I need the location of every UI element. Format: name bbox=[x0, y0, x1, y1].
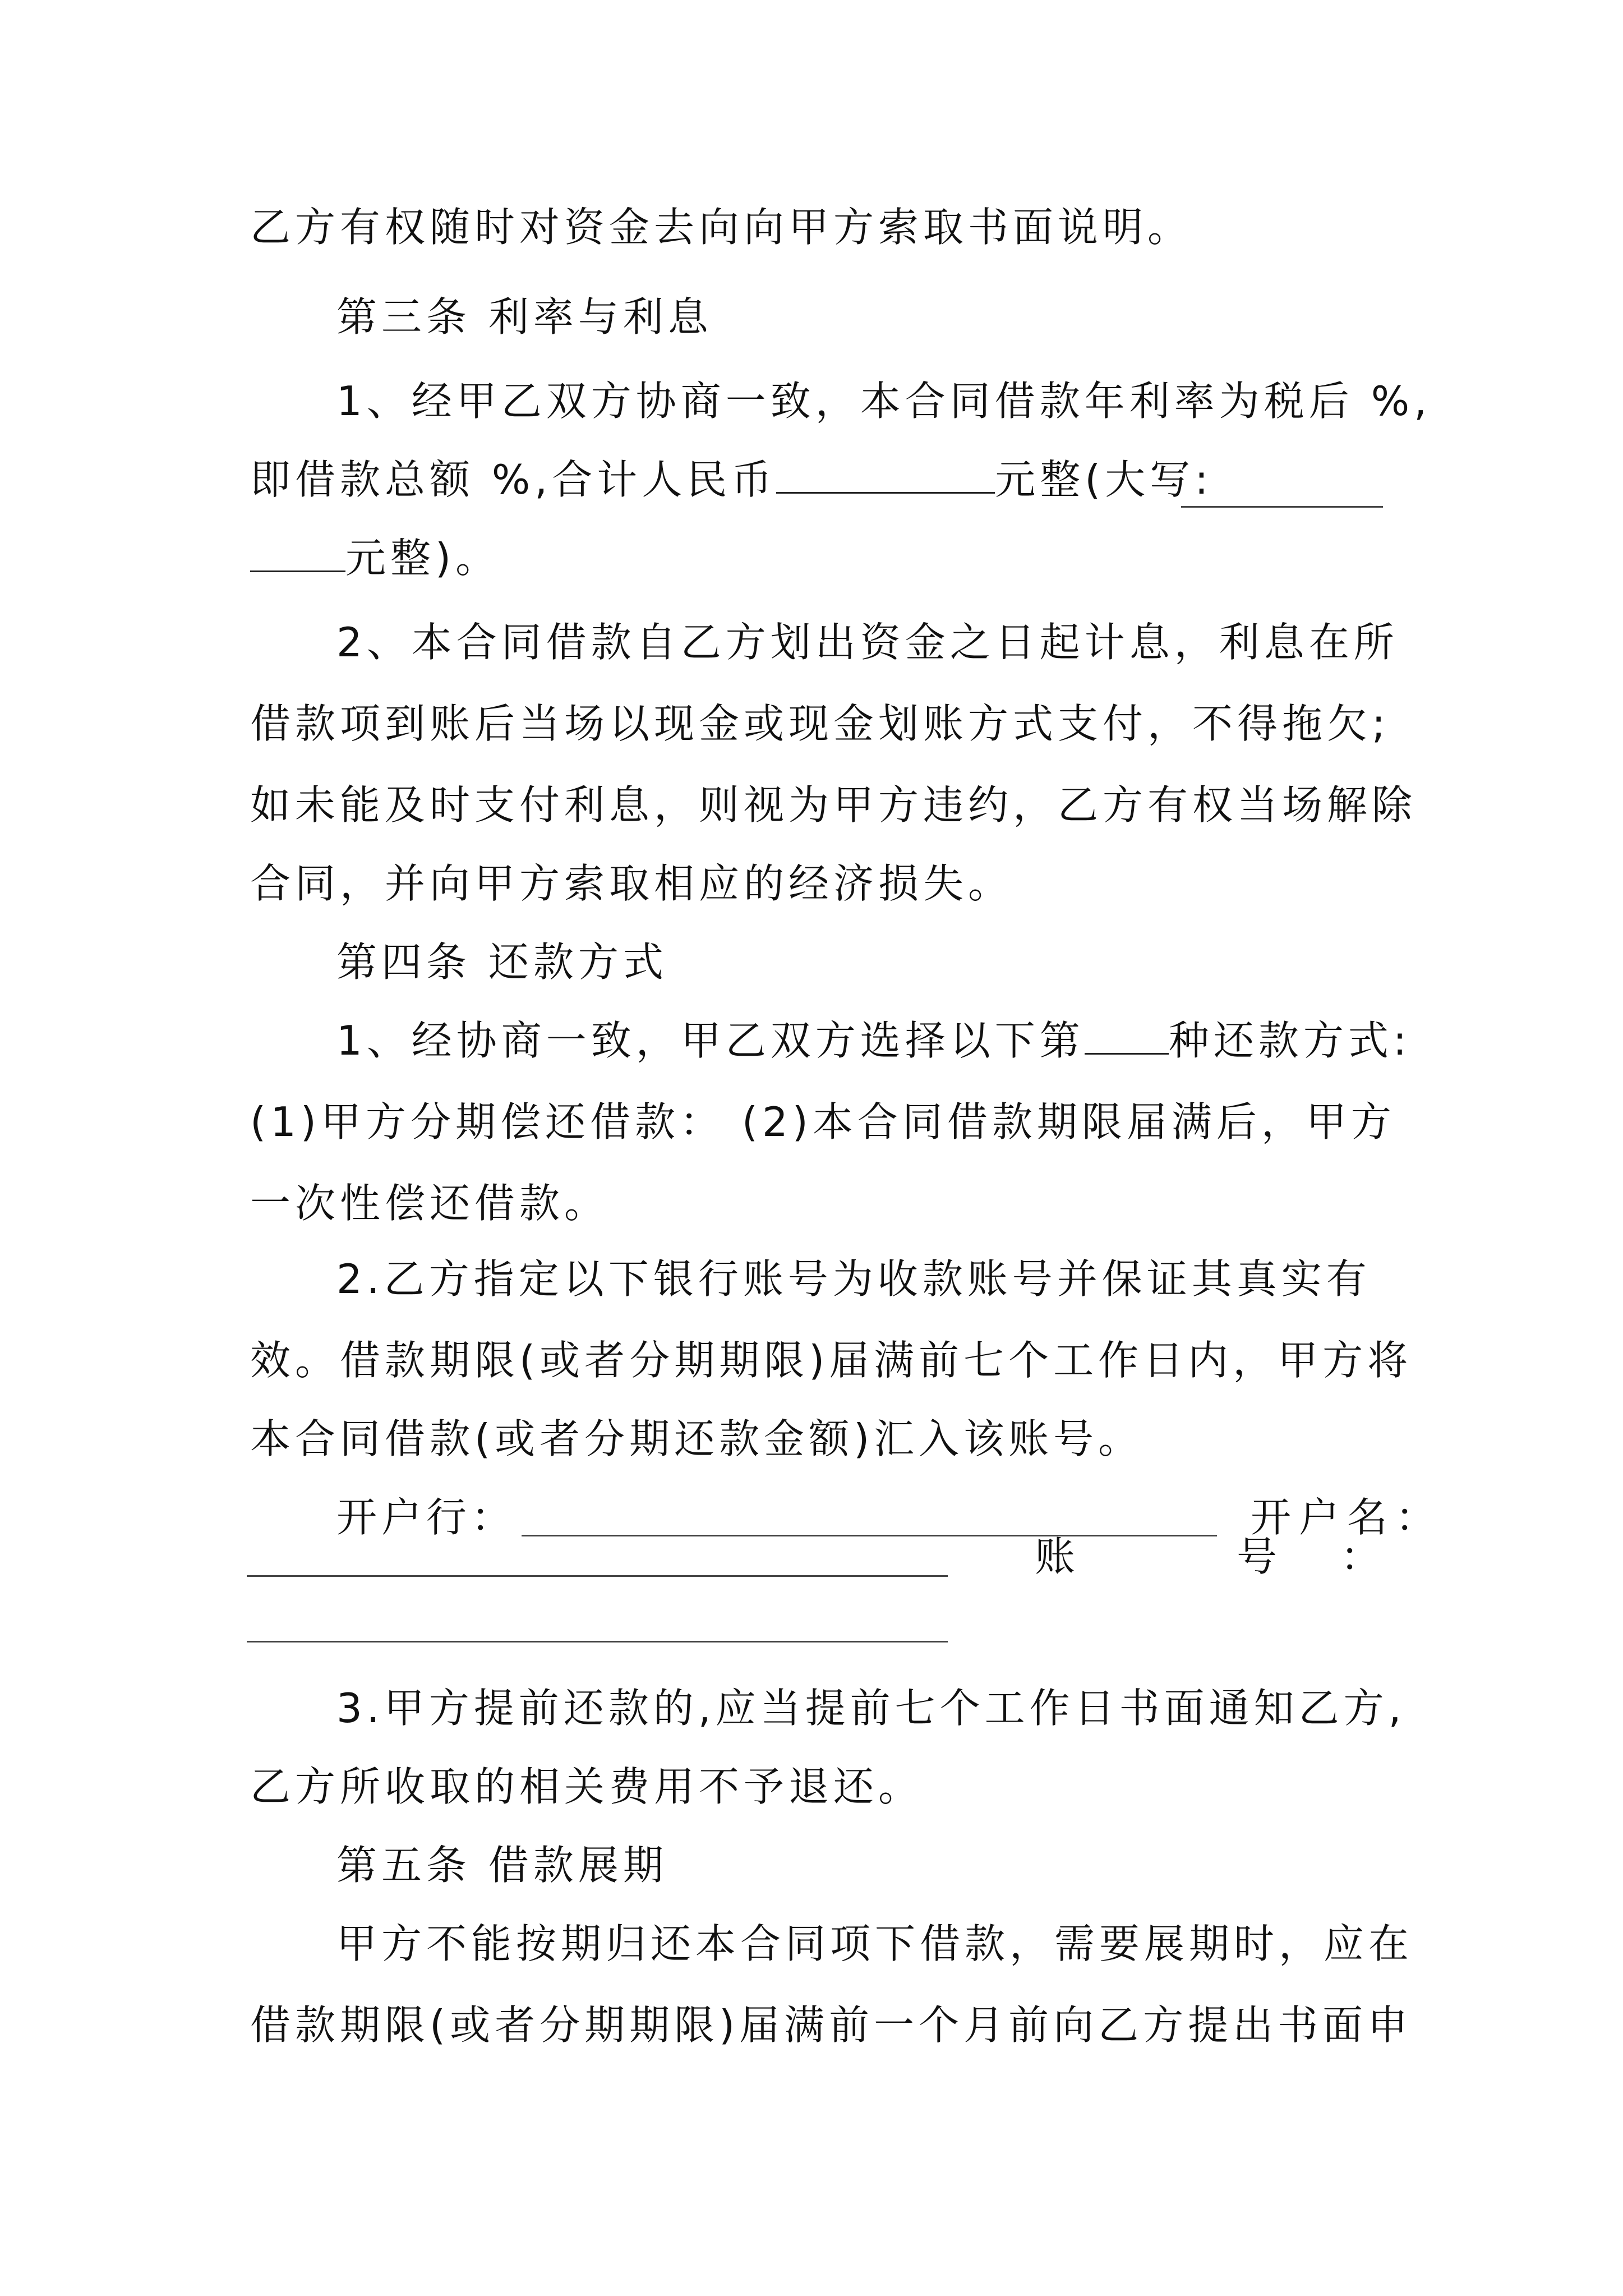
paragraph-line bbox=[250, 449, 1400, 510]
paragraph-line: 甲方不能按期归还本合同项下借款，需要展期时，应在 bbox=[336, 1920, 1414, 1967]
paragraph-line: 借款期限(或者分期期限)届满前一个月前向乙方提出书面申 bbox=[250, 2001, 1413, 2049]
amount-blank bbox=[776, 452, 995, 494]
amount-words-blank-cont bbox=[250, 530, 345, 572]
paragraph-line bbox=[336, 1010, 1412, 1071]
account-number-blank bbox=[247, 1641, 948, 1642]
paragraph-line: 本合同借款(或者分期还款金额)汇入该账号。 bbox=[250, 1415, 1144, 1462]
account-name-label: 开户名： bbox=[1251, 1494, 1444, 1541]
bank-label: 开户行： bbox=[336, 1494, 517, 1541]
article-5-heading: 第五条 借款展期 bbox=[336, 1842, 668, 1889]
paragraph-line: 3.甲方提前还款的,应当提前七个工作日书面通知乙方, bbox=[336, 1685, 1406, 1732]
line-text: 即借款总额 %,合计人民币 bbox=[250, 456, 777, 503]
paragraph-line: (1)甲方分期偿还借款： (2)本合同借款期限届满后，甲方 bbox=[250, 1098, 1396, 1145]
account-label-char: 号 bbox=[1237, 1533, 1278, 1580]
paragraph-line: 一次性偿还借款。 bbox=[250, 1180, 610, 1227]
article-3-heading: 第三条 利率与利息 bbox=[336, 293, 713, 341]
option-number-blank bbox=[1085, 1013, 1169, 1055]
line-text: 种还款方式: bbox=[1168, 1017, 1412, 1064]
paragraph-line: 效。借款期限(或者分期期限)届满前七个工作日内，甲方将 bbox=[250, 1337, 1413, 1384]
paragraph-line: 2.乙方指定以下银行账号为收款账号并保证其真实有 bbox=[336, 1255, 1371, 1303]
article-4-heading: 第四条 还款方式 bbox=[336, 938, 668, 986]
account-name-blank bbox=[247, 1575, 948, 1577]
line-text: 元整)。 bbox=[345, 535, 501, 582]
paragraph-line: 2、本合同借款自乙方划出资金之日起计息，利息在所 bbox=[336, 619, 1399, 666]
paragraph-line: 乙方有权随时对资金去向向甲方索取书面说明。 bbox=[250, 204, 1193, 251]
line-text: 1、经协商一致，甲乙双方选择以下第 bbox=[336, 1017, 1085, 1064]
paragraph-line: 如未能及时支付利息，则视为甲方违约，乙方有权当场解除 bbox=[250, 781, 1417, 829]
line-text: 元整(大写: bbox=[995, 456, 1213, 503]
amount-words-blank bbox=[1181, 506, 1383, 508]
paragraph-line: 1、经甲乙双方协商一致，本合同借款年利率为税后 %, bbox=[336, 378, 1431, 425]
paragraph-line: 乙方所收取的相关费用不予退还。 bbox=[250, 1763, 924, 1810]
paragraph-line: 借款项到账后当场以现金或现金划账方式支付，不得拖欠; bbox=[250, 700, 1390, 747]
paragraph-line: 合同，并向甲方索取相应的经济损失。 bbox=[250, 860, 1013, 907]
account-label-char: 账 bbox=[1035, 1533, 1076, 1580]
account-label-colon: ： bbox=[1340, 1533, 1381, 1580]
paragraph-line bbox=[250, 527, 1400, 589]
bank-name-blank bbox=[522, 1535, 1217, 1536]
